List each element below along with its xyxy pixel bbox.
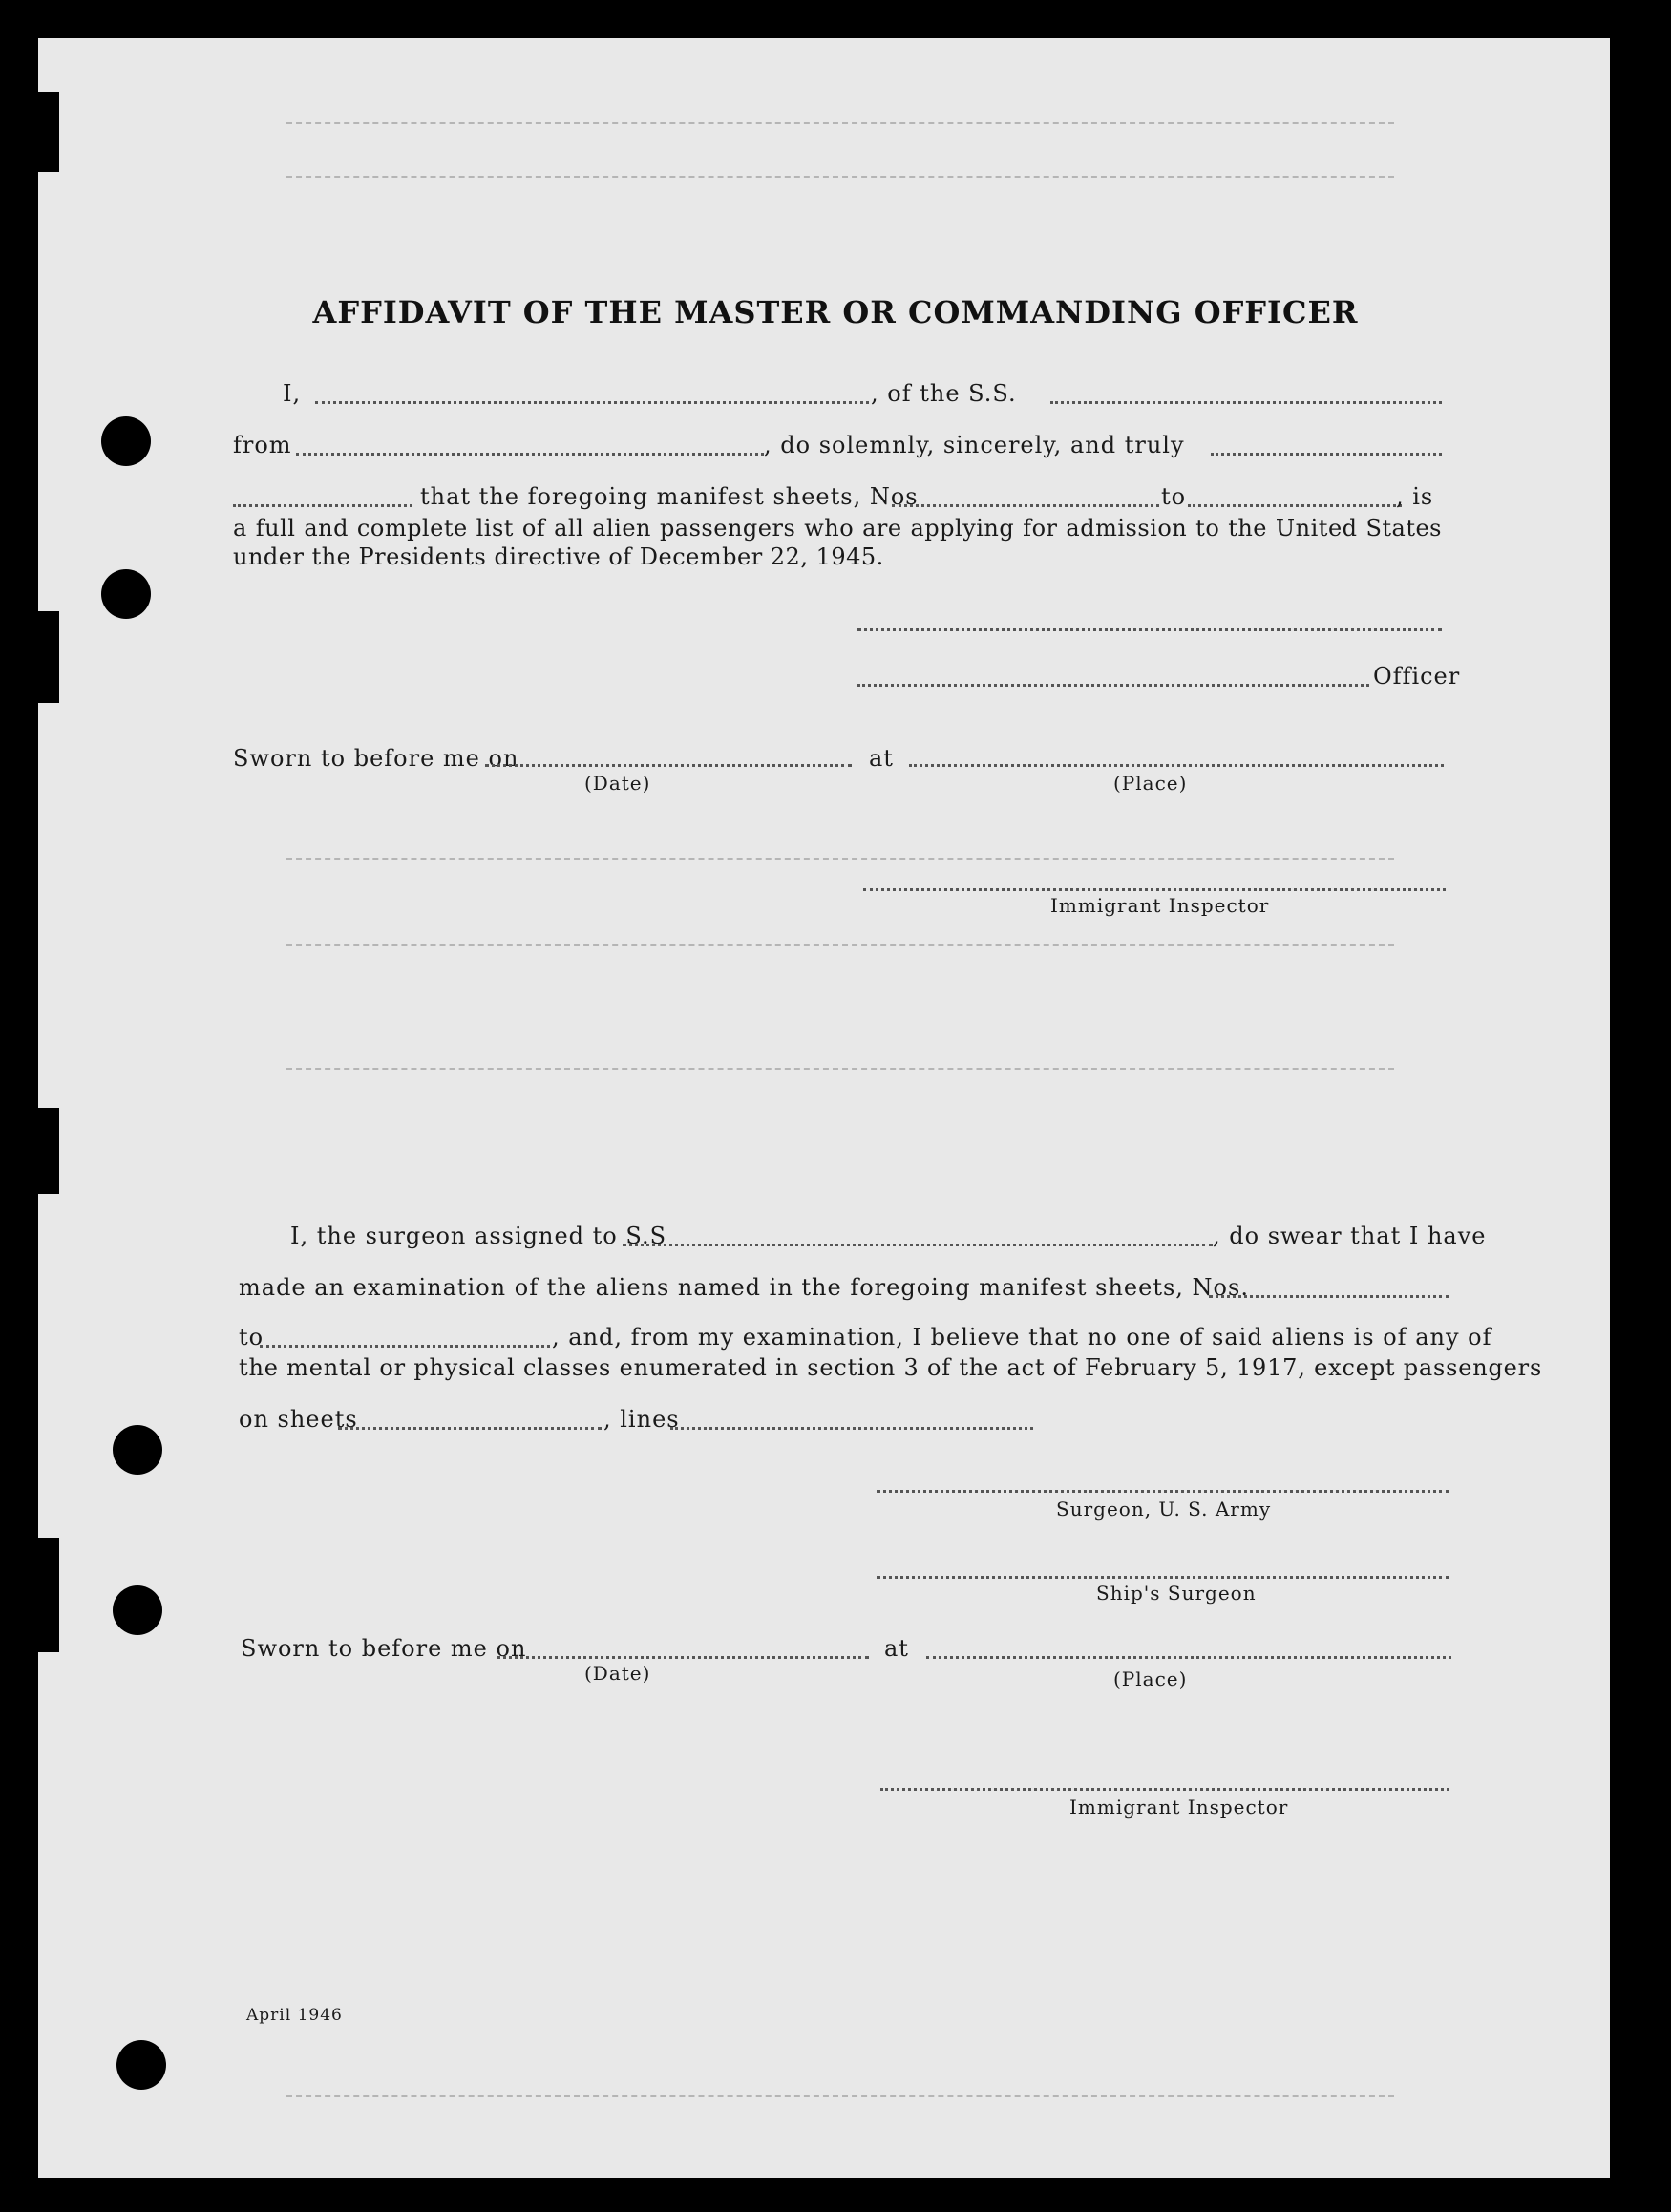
place-caption: (Place)	[1113, 1668, 1188, 1691]
at-label: at	[884, 1635, 909, 1662]
ship-name-field[interactable]	[1050, 401, 1442, 404]
oath-field[interactable]	[1211, 453, 1442, 456]
surgeon-sworn-place-field[interactable]	[926, 1656, 1451, 1659]
officer-label: Officer	[1373, 663, 1461, 690]
ship-surgeon-signature-field[interactable]	[877, 1576, 1449, 1579]
sheet-to-field[interactable]	[1188, 504, 1402, 507]
is-label: , is	[1396, 483, 1434, 510]
edge-tear	[38, 611, 59, 703]
sworn-label: Sworn to before me on	[233, 745, 519, 772]
surgeon-sheets-to-field[interactable]	[260, 1345, 550, 1348]
bleed-through-line	[286, 176, 1394, 178]
punch-hole	[116, 2040, 166, 2090]
i-label: I,	[283, 380, 302, 407]
exception-sheets-field[interactable]	[338, 1427, 602, 1430]
to-label: to	[1161, 483, 1187, 510]
surgeon-ship-field[interactable]	[623, 1244, 1213, 1246]
surgeon-sheets-from-field[interactable]	[1209, 1295, 1449, 1298]
surgeon-line-4: the mental or physical classes enumerated in section 3 of the act of February 5, 1917, except passengers	[239, 1354, 1543, 1381]
date-caption: (Date)	[584, 1662, 651, 1685]
punch-hole	[101, 416, 151, 466]
manifest-sheets-label: that the foregoing manifest sheets, Nos	[420, 483, 919, 510]
document-page	[38, 38, 1610, 2178]
do-solemnly-label: , do solemnly, sincerely, and truly	[764, 432, 1185, 458]
from-label: from	[233, 432, 292, 458]
exception-lines-field[interactable]	[670, 1427, 1033, 1430]
name-field[interactable]	[315, 401, 869, 404]
sworn-label: Sworn to before me on	[241, 1635, 527, 1662]
inspector-caption: Immigrant Inspector	[1069, 1796, 1289, 1819]
inspector-caption: Immigrant Inspector	[1050, 894, 1270, 917]
edge-tear	[38, 1108, 59, 1194]
edge-tear	[38, 92, 59, 172]
officer-title-field[interactable]	[857, 684, 1369, 687]
punch-hole	[101, 569, 151, 619]
surgeon-line-1: I, the surgeon assigned to S.S	[290, 1223, 667, 1249]
sworn-place-field[interactable]	[909, 764, 1444, 767]
at-label: at	[869, 745, 894, 772]
officer-signature-field[interactable]	[857, 628, 1442, 631]
punch-hole	[113, 1425, 162, 1475]
surgeon-sworn-date-field[interactable]	[497, 1656, 869, 1659]
surgeon-line-2: made an examination of the aliens named in the foregoing manifest sheets, Nos.	[239, 1274, 1249, 1301]
ship-surgeon-caption: Ship's Surgeon	[1096, 1582, 1257, 1605]
punch-hole	[113, 1585, 162, 1635]
bleed-through-line	[286, 858, 1394, 860]
army-surgeon-caption: Surgeon, U. S. Army	[1056, 1498, 1272, 1521]
lines-label: , lines	[603, 1406, 680, 1433]
surgeon-line-3: , and, from my examination, I believe that no one of said aliens is of any of	[552, 1324, 1492, 1351]
surgeon-line-1-end: , do swear that I have	[1213, 1223, 1487, 1249]
affidavit-body: a full and complete list of all alien passengers who are applying for admission to the United States under the Presidents directive of December 22, 1945.	[233, 515, 1442, 570]
bleed-through-line	[286, 944, 1394, 946]
of-ss-label: , of the S.S.	[871, 380, 1017, 407]
on-sheets-label: on sheets	[239, 1406, 358, 1433]
form-date: April 1946	[246, 2006, 343, 2025]
edge-tear	[38, 1538, 59, 1652]
sworn-date-field[interactable]	[485, 764, 852, 767]
oath-type-field[interactable]	[233, 504, 412, 507]
bleed-through-line	[286, 122, 1394, 124]
sheet-from-field[interactable]	[892, 504, 1159, 507]
to-label: to	[239, 1324, 264, 1351]
inspector-signature-field[interactable]	[863, 888, 1446, 891]
bleed-through-line	[286, 1068, 1394, 1070]
bleed-through-line	[286, 2095, 1394, 2097]
army-surgeon-signature-field[interactable]	[877, 1490, 1449, 1493]
from-field[interactable]	[296, 453, 764, 456]
place-caption: (Place)	[1113, 772, 1188, 795]
date-caption: (Date)	[584, 772, 651, 795]
page-title: AFFIDAVIT OF THE MASTER OR COMMANDING OFFICER	[312, 294, 1359, 330]
surgeon-inspector-signature-field[interactable]	[880, 1788, 1449, 1791]
